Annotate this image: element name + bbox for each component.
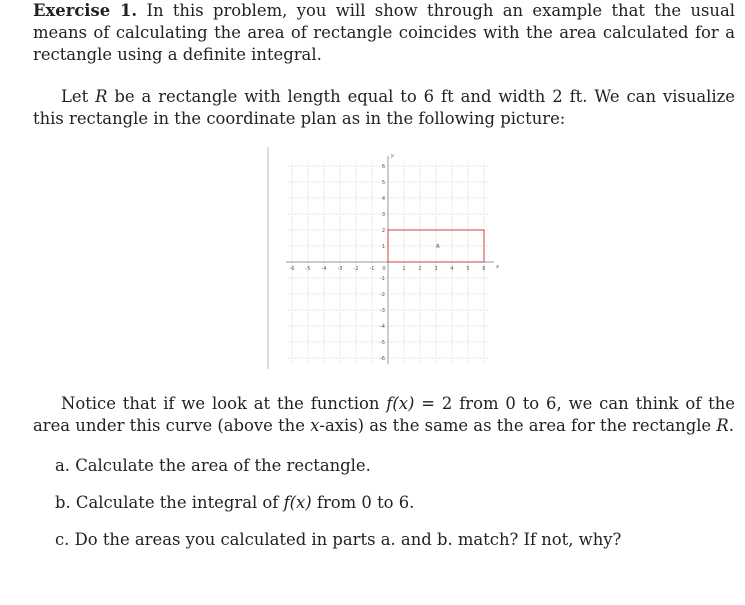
- part-a: [55, 455, 371, 477]
- part-a-text: Calculate the area of the rectangle.: [75, 456, 371, 475]
- y-tick-labels: [380, 164, 385, 362]
- setup-text-2: be a rectangle with length equal to 6 ft and width 2 ft. We can visualize this rectangle in the coordinate plan as in the following picture:: [33, 87, 735, 128]
- setup-paragraph: [33, 86, 735, 130]
- y-tick-label: -2: [380, 292, 385, 298]
- x-tick-label: 6: [482, 266, 486, 272]
- exercise-intro-text: In this problem, you will show through an example that the usual means of calculating the area of rectangle coincides with the area calculated for a rectangle using a definite integral.: [33, 1, 735, 64]
- notice-text-1: Notice that if we look at the function: [61, 394, 380, 413]
- x-tick-label: 2: [418, 266, 422, 272]
- rectangle-figure: [267, 147, 499, 371]
- x-tick-label: -5: [305, 266, 311, 272]
- notice-var-r: R: [716, 416, 729, 435]
- notice-text-4: .: [728, 416, 734, 435]
- part-b-text-2: from 0 to 6.: [316, 493, 415, 512]
- y-tick-label: 5: [381, 180, 385, 186]
- rectangle-r-label: R: [436, 244, 440, 250]
- y-tick-label: -5: [380, 340, 385, 346]
- notice-paragraph: [33, 393, 735, 437]
- y-tick-label: -3: [380, 308, 385, 314]
- x-tick-label: -3: [337, 266, 343, 272]
- y-tick-label: -6: [380, 356, 385, 362]
- x-axis-label: x: [496, 264, 499, 270]
- y-tick-label: 3: [381, 212, 385, 218]
- part-c-text: Do the areas you calculated in parts a. and b. match? If not, why?: [74, 530, 622, 549]
- x-tick-label: -4: [321, 266, 327, 272]
- setup-var-r: R: [95, 87, 108, 106]
- x-tick-label: 5: [466, 266, 470, 272]
- x-tick-label: -1: [369, 266, 375, 272]
- y-tick-label: 1: [381, 244, 385, 250]
- setup-text-1: Let: [61, 87, 89, 106]
- notice-fx: f(x): [386, 394, 415, 413]
- notice-x-var: x: [310, 416, 320, 435]
- part-b-fx: f(x): [283, 493, 312, 512]
- part-b: [55, 492, 414, 514]
- x-tick-label: 0: [382, 266, 386, 272]
- y-tick-label: -1: [380, 276, 385, 282]
- part-b-label: b.: [55, 493, 71, 512]
- part-b-text-1: Calculate the integral of: [75, 493, 279, 512]
- notice-text-2: = 2 from 0 to 6, we can think of the area under this curve (above the: [33, 394, 735, 435]
- part-c-label: c.: [55, 530, 70, 549]
- part-a-label: a.: [55, 456, 70, 475]
- part-c: [55, 529, 621, 551]
- x-tick-label: -6: [289, 266, 295, 272]
- exercise-intro: [33, 0, 735, 66]
- y-tick-label: -4: [380, 324, 385, 330]
- notice-text-3: -axis) as the same as the area for the rectangle: [319, 416, 712, 435]
- x-tick-label: 4: [450, 266, 454, 272]
- y-tick-label: 6: [381, 164, 385, 170]
- y-tick-label: 4: [381, 196, 385, 202]
- y-axis-label: y: [391, 153, 394, 159]
- y-tick-label: 2: [381, 228, 385, 234]
- exercise-label: Exercise 1.: [33, 1, 138, 20]
- x-tick-label: 3: [434, 266, 438, 272]
- x-tick-label: -2: [353, 266, 359, 272]
- x-tick-label: 1: [402, 266, 406, 272]
